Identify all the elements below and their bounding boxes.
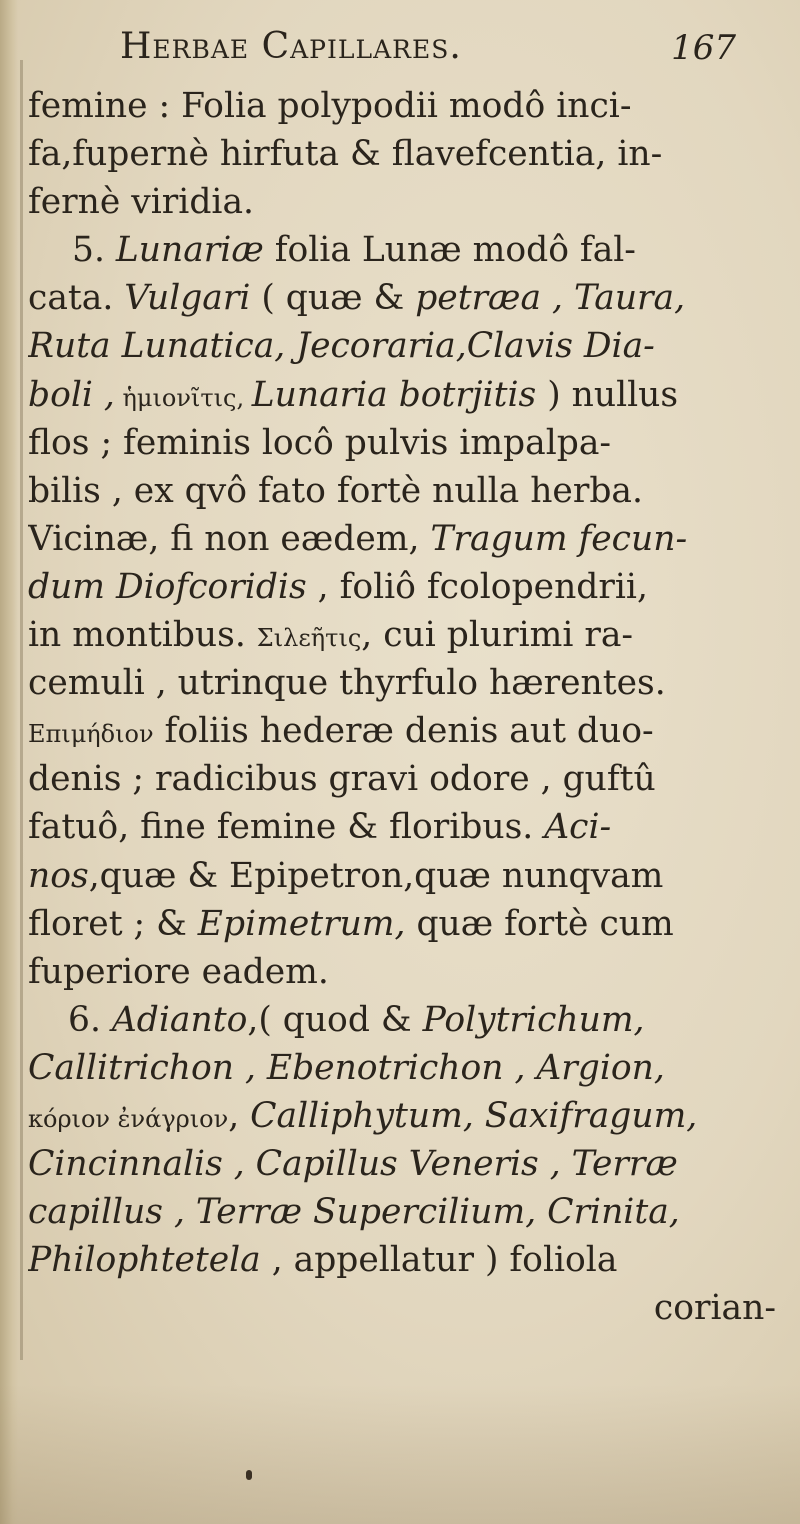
- text-run: ,( quod &: [247, 999, 423, 1040]
- text-run: denis ; radicibus gravi odore , guftû: [28, 759, 656, 800]
- italic-text-run: Lunaria botrjitis: [251, 374, 537, 415]
- text-line: [28, 371, 786, 419]
- text-line: [28, 611, 786, 659]
- text-run: , foliô fcolopendrii,: [306, 566, 648, 607]
- gutter-shadow-line: [20, 60, 23, 1360]
- text-run: in montibus.: [28, 615, 257, 656]
- running-title: Herbae Capillares.: [120, 26, 462, 67]
- text-run: bilis , ex qvô fato fortè nulla herba.: [28, 470, 643, 511]
- page-bottom-shade: [0, 1384, 800, 1524]
- text-line: [28, 178, 786, 226]
- text-line: [28, 1092, 786, 1140]
- text-line: [28, 563, 786, 611]
- greek-text-run: ἡμιονῖτις,: [114, 383, 252, 412]
- text-run: ,quæ & Epipetron,quæ nunqvam: [88, 855, 664, 896]
- text-run: cata.: [28, 278, 125, 319]
- italic-text-run: capillus , Terræ Supercilium, Crinita,: [28, 1192, 680, 1233]
- text-line: [28, 659, 786, 707]
- text-line: [28, 852, 786, 900]
- text-run: cemuli , utrinque thyrfulo hærentes.: [28, 663, 666, 704]
- text-line: [28, 1044, 786, 1092]
- italic-text-run: Callitrichon , Ebenotrichon , Argion,: [28, 1047, 665, 1088]
- text-run: femine : Folia polypodii modô inci-: [28, 86, 632, 126]
- text-line: [28, 948, 786, 996]
- text-line: [28, 707, 786, 755]
- ink-blot: [246, 1470, 252, 1480]
- italic-text-run: boli ,: [28, 374, 115, 415]
- text-run: ( quæ &: [250, 278, 416, 319]
- text-line: [28, 274, 786, 322]
- italic-text-run: Cincinnalis , Capillus Veneris , Terræ: [28, 1144, 678, 1185]
- text-line: [28, 1236, 786, 1284]
- greek-text-run: κόριον ἐνάγριον: [28, 1104, 229, 1133]
- text-line: [28, 996, 786, 1044]
- text-run: quæ fortè cum: [405, 903, 674, 944]
- text-run: , cui plurimi ra-: [361, 615, 634, 656]
- catchword-line: [28, 1284, 786, 1332]
- text-run: corian-: [653, 1288, 776, 1329]
- text-line: [28, 1188, 786, 1236]
- text-run: fatuô, fine femine & floribus.: [28, 807, 545, 848]
- italic-text-run: Calliphytum, Saxifragum,: [250, 1095, 698, 1136]
- text-line: [28, 515, 786, 563]
- text-line: [28, 130, 786, 178]
- text-run: 6.: [68, 999, 112, 1040]
- greek-text-run: Σιλεῆτις: [256, 624, 362, 653]
- italic-text-run: Adianto: [111, 999, 248, 1040]
- italic-text-run: petræa , Taura,: [415, 278, 686, 319]
- text-run: flos ; feminis locô pulvis impalpa-: [28, 422, 612, 463]
- text-line: [28, 467, 786, 515]
- text-run: Vicinæ, fi non eædem,: [28, 518, 431, 559]
- italic-text-run: Philophtetela: [28, 1240, 261, 1281]
- text-run: folia Lunæ modô fal-: [263, 230, 636, 271]
- italic-text-run: Polytrichum,: [422, 999, 645, 1040]
- italic-text-run: Tragum fecun-: [430, 518, 688, 559]
- text-run: ,: [228, 1095, 251, 1136]
- italic-text-run: dum Diofcoridis: [28, 566, 307, 607]
- greek-text-run: Επιμήδιον: [28, 720, 154, 749]
- italic-text-run: Epimetrum,: [197, 903, 406, 944]
- text-line: [28, 900, 786, 948]
- text-run: foliis hederæ denis aut duo-: [153, 711, 654, 752]
- text-line: [28, 419, 786, 467]
- text-run: floret ; &: [28, 903, 198, 944]
- page-header: [0, 10, 800, 70]
- italic-text-run: nos: [28, 855, 89, 896]
- text-line: [28, 226, 786, 274]
- text-run: fernè viridia.: [28, 182, 254, 223]
- text-line: [28, 755, 786, 803]
- text-line: [28, 322, 786, 370]
- text-line: [28, 82, 786, 130]
- body-text: [28, 82, 786, 1332]
- text-line: [28, 803, 786, 851]
- page-gutter-edge: [0, 0, 18, 1524]
- text-run: , appellatur ) foliola: [260, 1240, 618, 1281]
- text-run: 5.: [72, 230, 116, 271]
- italic-text-run: Ruta Lunatica, Jecoraria,Clavis Dia-: [28, 326, 655, 367]
- italic-text-run: Lunariæ: [115, 230, 264, 271]
- italic-text-run: Aci-: [544, 807, 612, 848]
- text-run: fa,fupernè hirfuta & flavefcentia, in-: [28, 134, 663, 175]
- page-number: 167: [671, 28, 736, 68]
- italic-text-run: Vulgari: [124, 278, 251, 319]
- text-run: ) nullus: [536, 374, 679, 415]
- text-line: [28, 1140, 786, 1188]
- text-run: fuperiore eadem.: [28, 951, 329, 992]
